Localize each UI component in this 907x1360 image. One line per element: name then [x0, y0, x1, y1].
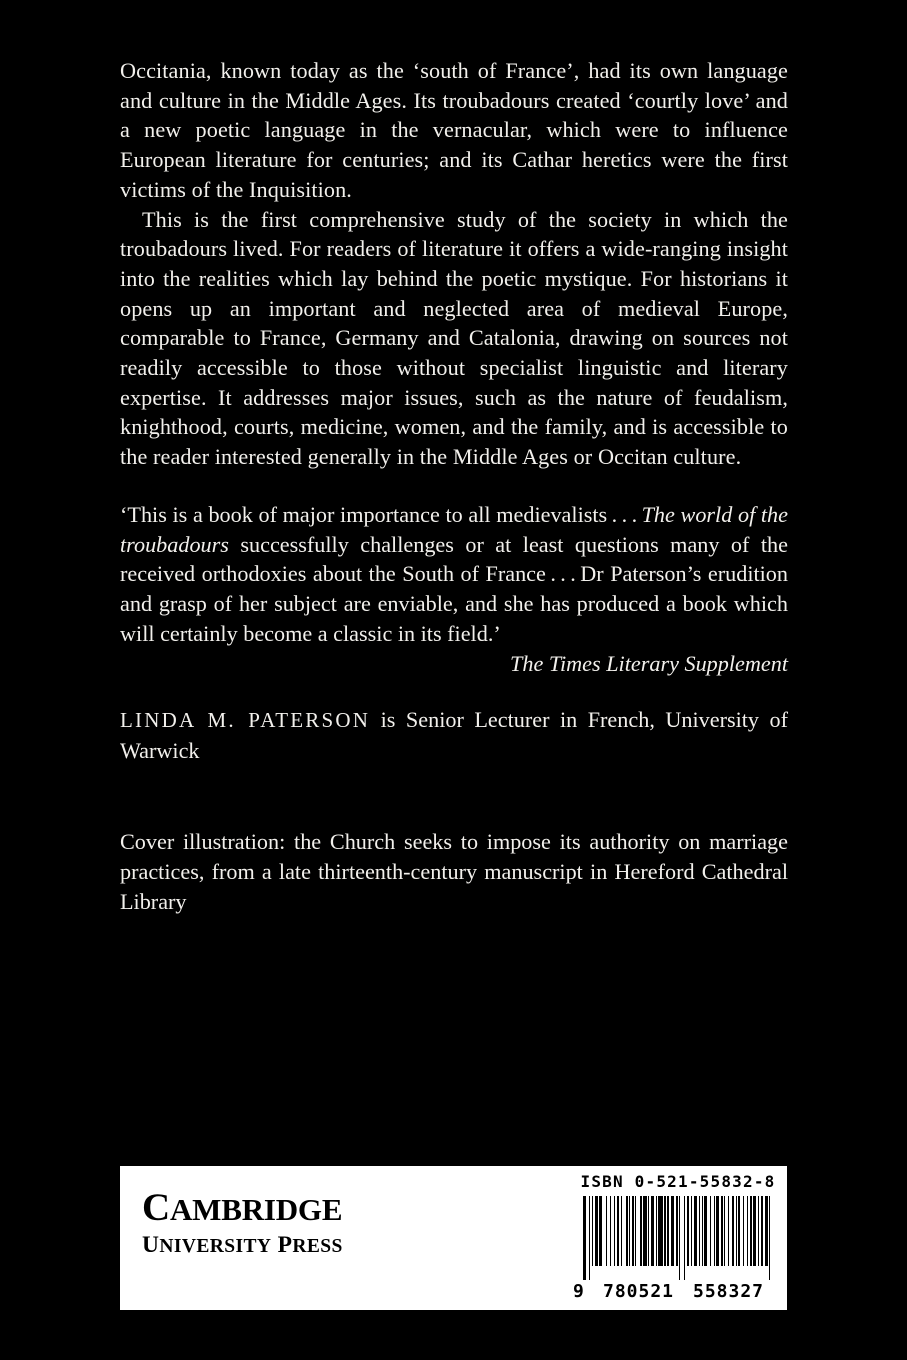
barcode-bars	[583, 1196, 773, 1280]
ean-first-digit: 9	[573, 1281, 584, 1302]
barcode-bar	[610, 1196, 611, 1266]
barcode-bar	[750, 1196, 752, 1266]
logo-ress: RESS	[292, 1236, 343, 1257]
barcode-bar	[679, 1196, 680, 1280]
barcode-bar	[658, 1196, 663, 1266]
barcode-bar	[629, 1196, 630, 1266]
barcode-bar	[728, 1196, 729, 1266]
barcode-bar	[684, 1196, 685, 1280]
blurb-paragraph-2	[120, 205, 788, 472]
barcode-bar	[617, 1196, 619, 1266]
barcode-bar	[606, 1196, 607, 1266]
barcode-bar	[583, 1196, 586, 1280]
review-quote	[120, 500, 788, 649]
barcode-bar	[640, 1196, 642, 1266]
isbn-label: ISBN 0-521-55832-8	[580, 1172, 776, 1191]
review-quote-part1: ‘This is a book of major importance to all medievalists . . .	[120, 501, 642, 527]
barcode-bar	[595, 1196, 598, 1266]
barcode-bar	[699, 1196, 700, 1266]
barcode-bar	[716, 1196, 719, 1266]
blurb-paragraph-1: Occitania, known today as the ‘south of France’, had its own language and culture in the Middle Ages. Its troubadours created ‘courtly love’ and a new poetic language in the vernacular, which were to influence European literature for centuries; and its Cathar heretics were the first victims of the Inquisition.	[120, 58, 788, 202]
ean-digits	[569, 1280, 787, 1302]
barcode-bar	[724, 1196, 725, 1266]
spacer-after-author	[120, 765, 788, 827]
barcode-bar	[743, 1196, 744, 1266]
barcode-bar	[736, 1196, 737, 1266]
barcode-bar	[721, 1196, 723, 1266]
logo-line-university-press	[142, 1232, 343, 1260]
publisher-barcode-panel	[120, 1166, 787, 1310]
cover-illustration-credit: Cover illustration: the Church seeks to impose its authority on marriage practices, from a late thirteenth-century manuscript in Hereford Cathedral Library	[120, 829, 788, 914]
barcode-bar	[691, 1196, 692, 1266]
logo-u-capital: U	[142, 1232, 160, 1258]
barcode-bar	[694, 1196, 697, 1266]
barcode-bar	[747, 1196, 748, 1266]
author-name: LINDA M. PATERSON	[120, 708, 371, 733]
author-description: is Senior Lecturer in French, University of Warwick	[120, 707, 788, 763]
barcode-bar	[704, 1196, 706, 1266]
barcode-bar	[687, 1196, 689, 1266]
barcode-bar	[765, 1196, 768, 1266]
barcode-bar	[635, 1196, 636, 1266]
review-book-title: The world of the troubadours	[120, 501, 789, 557]
barcode-bar	[676, 1196, 678, 1266]
ean-left-group: 780521	[603, 1281, 675, 1302]
back-cover-text-column	[120, 56, 788, 917]
blurb-block	[120, 56, 788, 472]
barcode-bar	[656, 1196, 657, 1266]
barcode-bar	[664, 1196, 666, 1266]
barcode-bar	[643, 1196, 646, 1266]
barcode-bar	[714, 1196, 715, 1266]
blurb-paragraph-2-text: This is the first comprehensive study of the society in which the troubadours lived. For readers of literature it offers a wide-ranging insight into the realities which lay behind the poetic mystique. For historians it opens up an important and neglected area of medieval Europe, comparable to France, Germany and Catalonia, drawing on sources not readily accessible to those without specialist linguistic and literary expertise. It addresses major issues, such as the nature of feudalism, knighthood, courts, medicine, women, and the family, and is accessible to the reader interested generally in the Middle Ages or Occitan culture.	[120, 206, 788, 470]
spacer-after-review	[120, 679, 788, 705]
review-quote-part2: successfully challenges or at least questions many of the received orthodoxies about the South of France . . . Dr Paterson’s erudition and grasp of her subject are enviable, and she has produced a book which will certainly become a classic in its field.’	[120, 531, 788, 646]
barcode-bar	[651, 1196, 653, 1266]
cambridge-university-press-logo	[142, 1188, 343, 1260]
barcode-bar	[667, 1196, 668, 1266]
barcode-bar	[753, 1196, 756, 1266]
logo-cambridge-rest: AMBRIDGE	[169, 1192, 343, 1227]
barcode-bar	[632, 1196, 634, 1266]
ean-right-group: 558327	[693, 1281, 765, 1302]
logo-line-cambridge	[142, 1188, 343, 1230]
spacer-after-blurb	[120, 472, 788, 500]
barcode-bar	[648, 1196, 649, 1266]
isbn-barcode	[569, 1166, 787, 1310]
barcode-bar	[592, 1196, 593, 1266]
barcode-bar	[769, 1196, 770, 1280]
logo-cambridge-capital: C	[142, 1186, 170, 1229]
barcode-bar	[671, 1196, 674, 1266]
barcode-bar	[702, 1196, 703, 1266]
barcode-bar	[732, 1196, 734, 1266]
logo-p-capital: P	[277, 1232, 293, 1258]
barcode-bar	[599, 1196, 601, 1266]
logo-niversity: NIVERSITY	[159, 1236, 272, 1257]
barcode-bar	[710, 1196, 711, 1266]
barcode-bar	[589, 1196, 590, 1280]
barcode-bar	[614, 1196, 615, 1266]
barcode-bar	[758, 1196, 759, 1266]
barcode-bar	[738, 1196, 740, 1266]
author-bio	[120, 705, 788, 765]
barcode-bar	[626, 1196, 628, 1266]
barcode-bar	[761, 1196, 763, 1266]
barcode-bar	[621, 1196, 622, 1266]
review-source: The Times Literary Supplement	[510, 651, 788, 677]
